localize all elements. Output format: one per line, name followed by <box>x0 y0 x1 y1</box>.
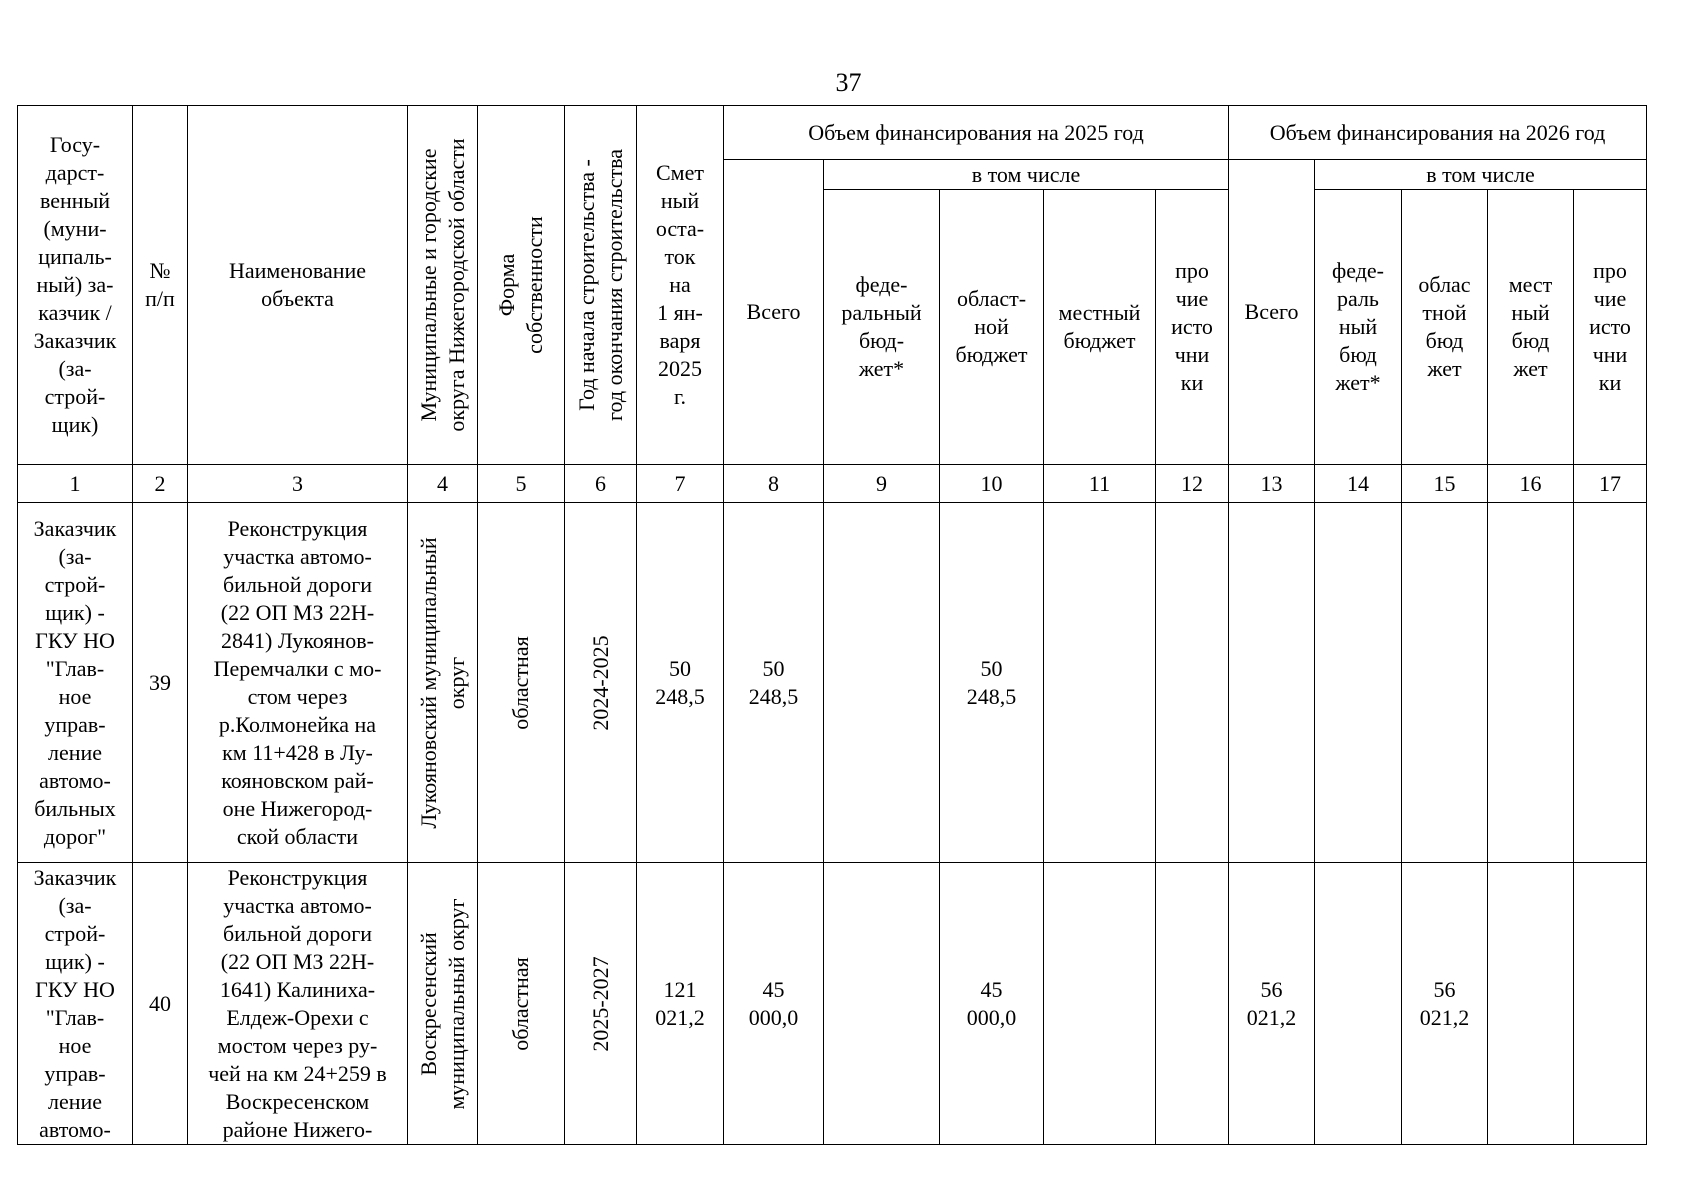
row-local-2026 <box>1488 503 1574 863</box>
row-other-2025 <box>1156 503 1229 863</box>
row-regional-2026 <box>1402 503 1488 863</box>
header-object-name: Наименование объекта <box>188 106 408 465</box>
row-ownership-text: областная <box>508 956 533 1051</box>
row-customer: Заказчик (за- строй- щик) - ГКУ НО "Глав- ное управ- ление автомо- бильных дорог" <box>18 503 133 863</box>
row-years-text: 2024-2025 <box>587 634 613 731</box>
header-other-2025: про чие исто чни ки <box>1156 190 1229 465</box>
header-funding-2025: Объем финансирования на 2025 год <box>724 106 1229 160</box>
row-total-2025: 45 000,0 <box>724 863 824 1145</box>
header-federal-2025: феде- ральный бюд- жет* <box>824 190 940 465</box>
header-federal-2026: феде- раль ный бюд жет* <box>1315 190 1402 465</box>
header-customer: Госу- дарст- венный (муни- ципаль- ный) за- казчик / Заказчик (за- строй- щик) <box>18 106 133 465</box>
column-number: 11 <box>1044 465 1156 503</box>
row-number: 39 <box>133 503 188 863</box>
header-local-2025: местный бюджет <box>1044 190 1156 465</box>
row-regional-2025: 45 000,0 <box>940 863 1044 1145</box>
header-total-2025: Всего <box>724 160 824 465</box>
row-years <box>565 863 637 1145</box>
page-number: 37 <box>835 68 862 97</box>
header-other-2026: про чие исто чни ки <box>1574 190 1647 465</box>
row-local-2026 <box>1488 863 1574 1145</box>
header-municipality-text: Муниципальные и городские округа Нижегородской области <box>415 138 469 432</box>
column-number: 2 <box>133 465 188 503</box>
row-other-2025 <box>1156 863 1229 1145</box>
row-years <box>565 503 637 863</box>
row-municipality <box>408 863 478 1145</box>
row-total-2025: 50 248,5 <box>724 503 824 863</box>
header-regional-2025: област- ной бюджет <box>940 190 1044 465</box>
column-number: 3 <box>188 465 408 503</box>
row-ownership-text: областная <box>508 635 533 730</box>
row-total-2026: 56 021,2 <box>1229 863 1315 1145</box>
row-object-name: Реконструкция участка автомо- бильной дороги (22 ОП МЗ 22Н- 2841) Лукоянов- Перемчалки с мо- стом через р.Колмонейка на км 11+428 в Лу- кояновском рай- оне Нижегород- ской области <box>188 503 408 863</box>
row-federal-2025 <box>824 503 940 863</box>
row-estimate: 121 021,2 <box>637 863 724 1145</box>
row-municipality <box>408 503 478 863</box>
column-number: 9 <box>824 465 940 503</box>
header-funding-2026: Объем финансирования на 2026 год <box>1229 106 1647 160</box>
table-row <box>18 503 1647 863</box>
header-number: № п/п <box>133 106 188 465</box>
column-number: 16 <box>1488 465 1574 503</box>
column-number: 7 <box>637 465 724 503</box>
row-regional-2026: 56 021,2 <box>1402 863 1488 1145</box>
row-local-2025 <box>1044 503 1156 863</box>
header-local-2026: мест ный бюд жет <box>1488 190 1574 465</box>
row-customer: Заказчик (за- строй- щик) - ГКУ НО "Глав- ное управ- ление автомо- <box>18 863 133 1145</box>
header-regional-2026: облас тной бюд жет <box>1402 190 1488 465</box>
column-number: 17 <box>1574 465 1647 503</box>
table-row <box>18 863 1647 1145</box>
row-number: 40 <box>133 863 188 1145</box>
header-years <box>565 106 637 465</box>
row-years-text: 2025-2027 <box>587 955 613 1052</box>
row-federal-2025 <box>824 863 940 1145</box>
investment-table <box>17 105 1647 1145</box>
row-object-name: Реконструкция участка автомо- бильной дороги (22 ОП МЗ 22Н- 1641) Калиниха- Елдеж-Орехи с мостом через ру- чей на км 24+259 в Воскресенском районе Нижего- <box>188 863 408 1145</box>
column-number: 12 <box>1156 465 1229 503</box>
row-municipality-text: Лукояновский муниципальный округ <box>415 536 469 829</box>
row-estimate: 50 248,5 <box>637 503 724 863</box>
row-ownership <box>478 863 565 1145</box>
header-estimate: Смет ный оста- ток на 1 ян- варя 2025 г. <box>637 106 724 465</box>
row-other-2026 <box>1574 503 1647 863</box>
header-row-1 <box>18 106 1647 160</box>
row-total-2026 <box>1229 503 1315 863</box>
row-federal-2026 <box>1315 863 1402 1145</box>
row-federal-2026 <box>1315 503 1402 863</box>
column-number: 13 <box>1229 465 1315 503</box>
header-including-2026: в том числе <box>1315 160 1647 190</box>
row-municipality-text: Воскресенский муниципальный округ <box>415 898 469 1110</box>
header-years-text: Год начала строительства - год окончания строительства <box>573 149 627 421</box>
column-number: 4 <box>408 465 478 503</box>
row-local-2025 <box>1044 863 1156 1145</box>
column-number: 5 <box>478 465 565 503</box>
header-total-2026: Всего <box>1229 160 1315 465</box>
column-number: 6 <box>565 465 637 503</box>
column-number: 15 <box>1402 465 1488 503</box>
header-municipality <box>408 106 478 465</box>
column-number: 8 <box>724 465 824 503</box>
column-number: 14 <box>1315 465 1402 503</box>
header-ownership-text: Форма собственности <box>494 216 547 354</box>
column-number: 1 <box>18 465 133 503</box>
row-other-2026 <box>1574 863 1647 1145</box>
column-number: 10 <box>940 465 1044 503</box>
row-regional-2025: 50 248,5 <box>940 503 1044 863</box>
row-ownership <box>478 503 565 863</box>
header-ownership <box>478 106 565 465</box>
column-number-row <box>18 465 1647 503</box>
header-including-2025: в том числе <box>824 160 1229 190</box>
